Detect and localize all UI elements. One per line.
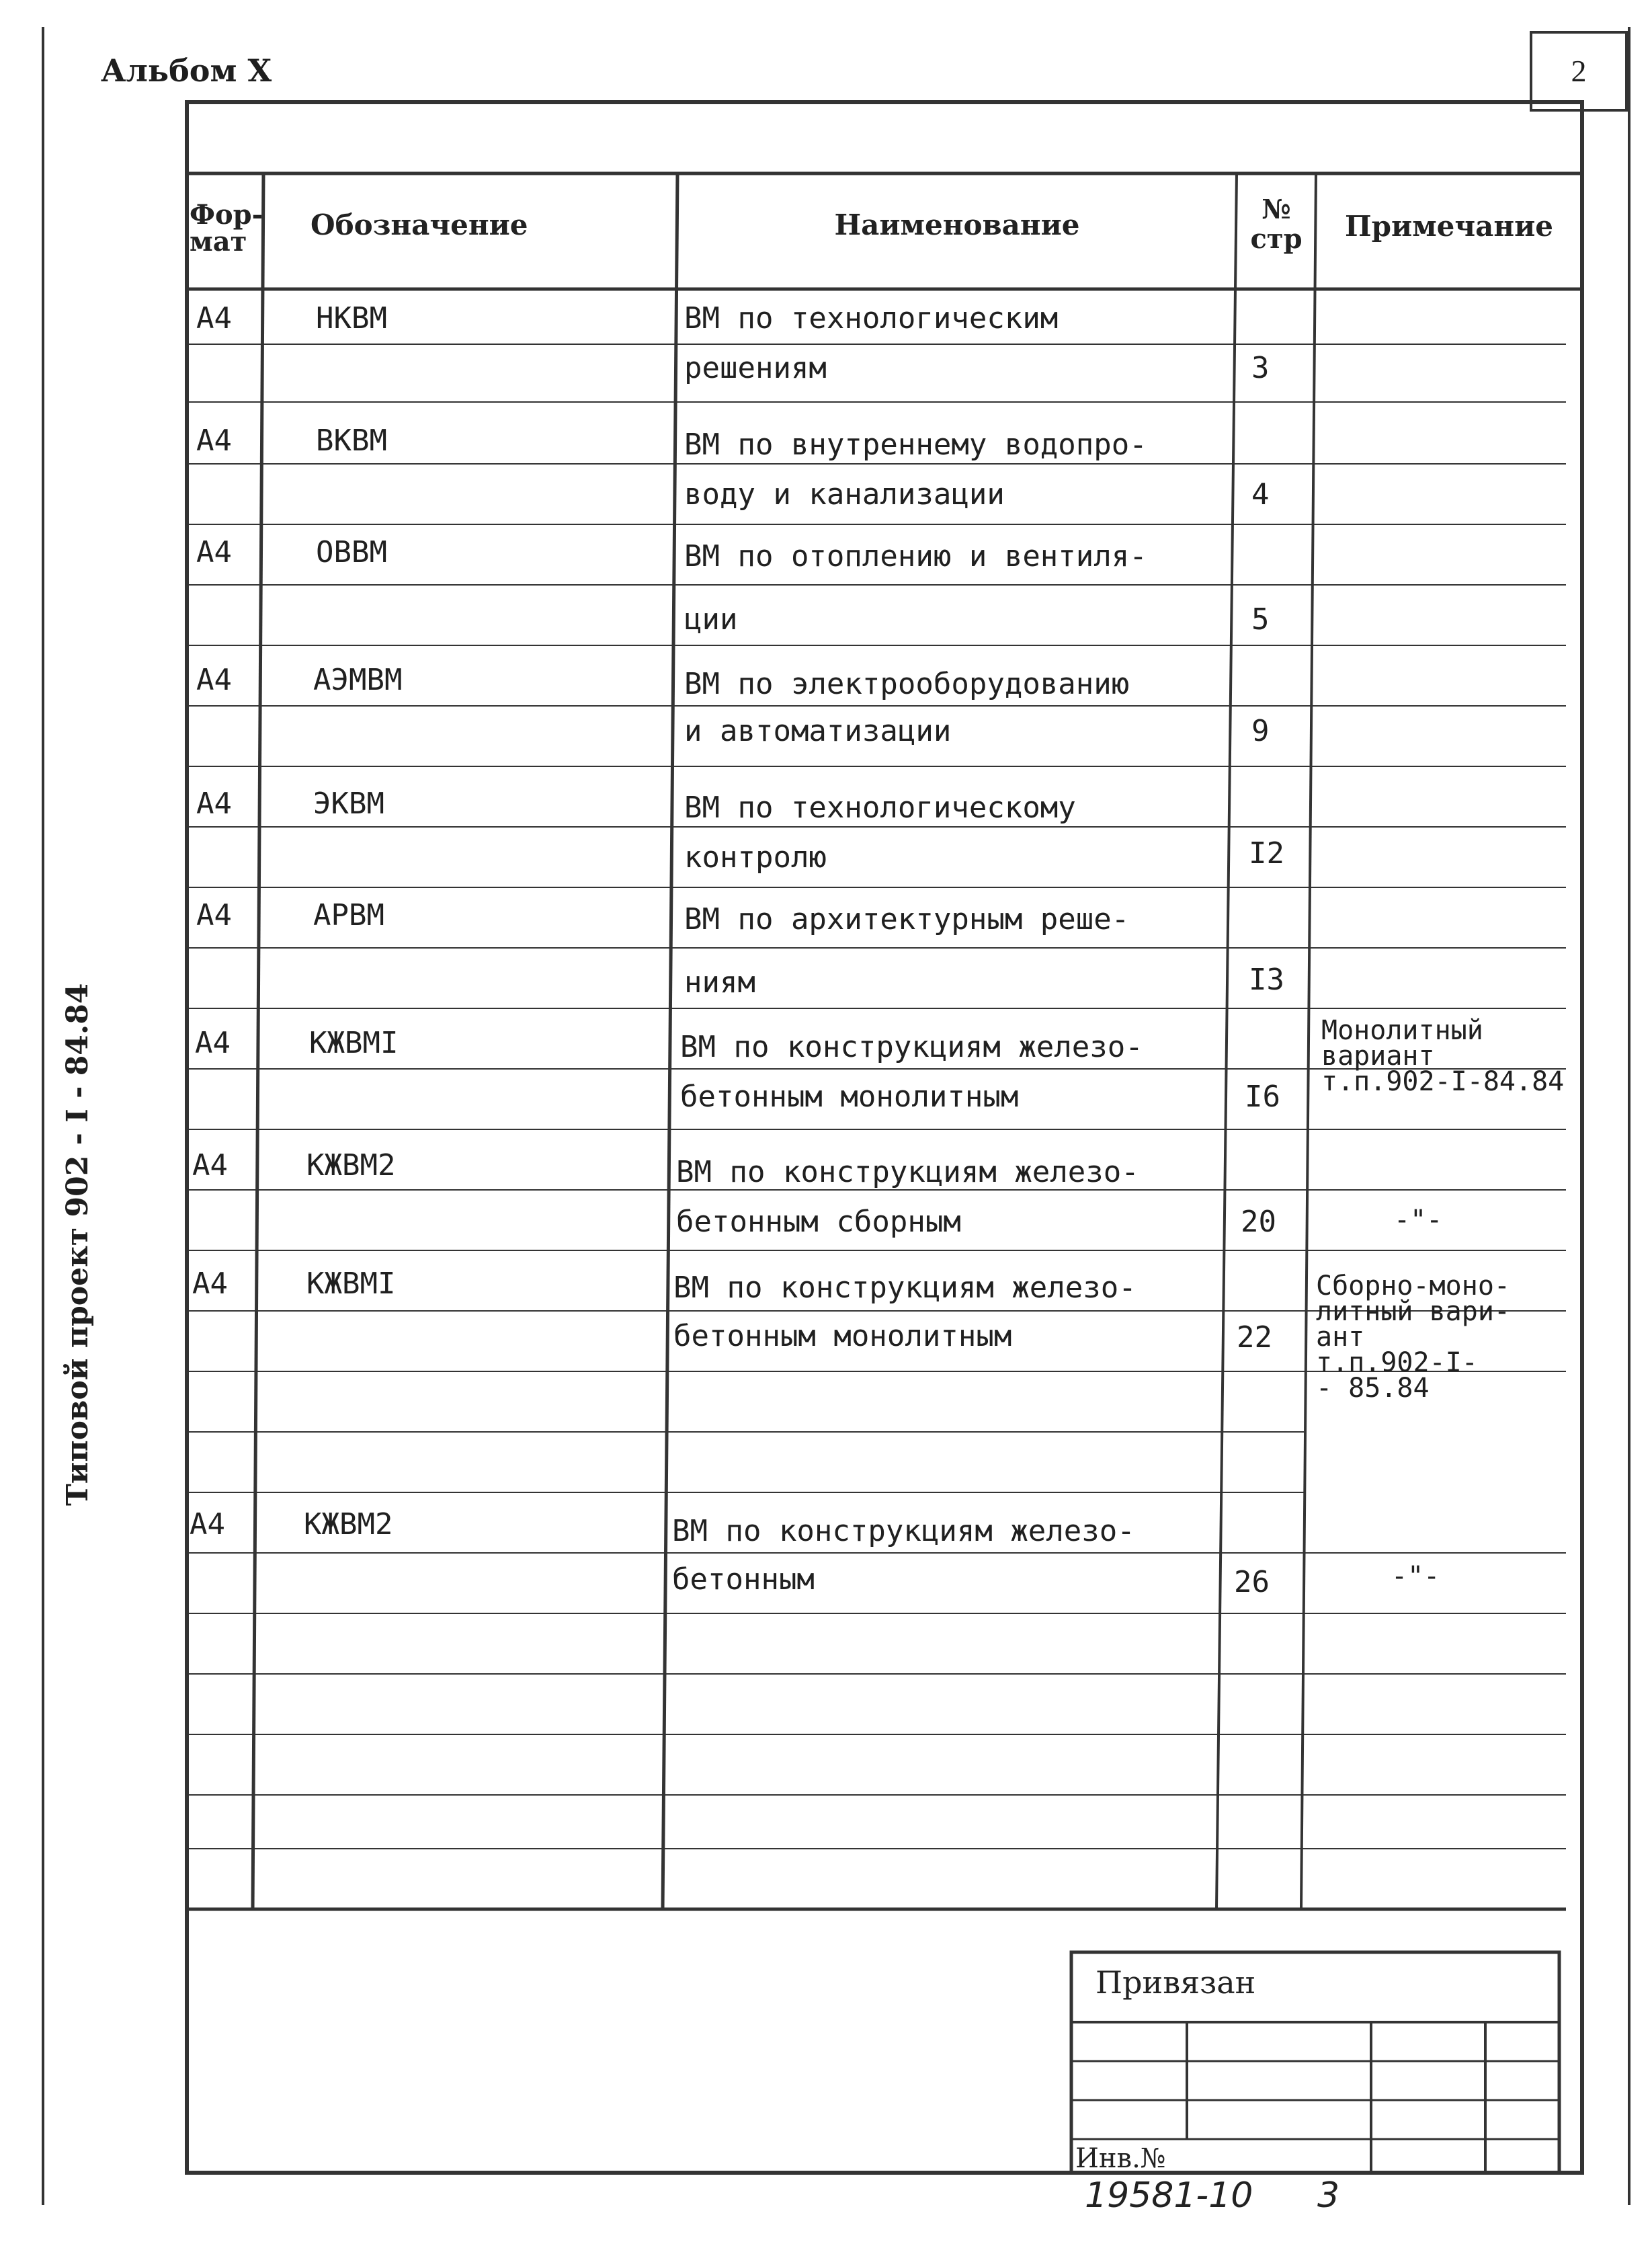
row9-note: Сборно-моно- литный вари- ант т.п.902-I- - 85.84 bbox=[1316, 1271, 1510, 1404]
row9-name-line1: ВМ по конструкциям железо- bbox=[673, 1271, 1137, 1305]
row7-name-line2: бетонным монолитным bbox=[680, 1080, 1019, 1114]
page-number: 2 bbox=[1530, 31, 1628, 112]
row2-format: А4 bbox=[196, 424, 232, 458]
row6-designation: АРВМ bbox=[313, 898, 384, 932]
row4-designation: АЭМВМ bbox=[313, 663, 403, 697]
row7-page: I6 bbox=[1245, 1080, 1280, 1114]
row9-designation: КЖВМI bbox=[306, 1267, 396, 1301]
row7-designation: КЖВМI bbox=[309, 1026, 399, 1060]
stamp-inv-number: 19581-10 bbox=[1085, 2175, 1253, 2216]
row2-designation: ВКВМ bbox=[316, 424, 387, 458]
row5-name-line1: ВМ по технологическому bbox=[684, 791, 1076, 825]
stamp-sheet-mark: 3 bbox=[1317, 2175, 1340, 2216]
row10-format: А4 bbox=[190, 1507, 225, 1541]
row10-designation: КЖВМ2 bbox=[304, 1507, 393, 1541]
row3-format: А4 bbox=[196, 535, 232, 569]
row3-name-line1: ВМ по отоплению и вентиля- bbox=[684, 539, 1147, 573]
row5-name-line2: контролю bbox=[684, 840, 827, 875]
row9-format: А4 bbox=[192, 1267, 228, 1301]
row2-name-line1: ВМ по внутреннему водопро- bbox=[684, 428, 1147, 462]
row9-name-line2: бетонным монолитным bbox=[673, 1319, 1012, 1353]
row10-name-line2: бетонным bbox=[672, 1562, 815, 1597]
row8-page: 20 bbox=[1241, 1205, 1276, 1239]
header-format: Фор- мат bbox=[190, 199, 263, 257]
row1-name-line1: ВМ по технологическим bbox=[684, 301, 1059, 335]
row3-designation: ОВВМ bbox=[316, 535, 387, 569]
header-note: Примечание bbox=[1345, 210, 1553, 243]
row1-format: А4 bbox=[196, 301, 232, 335]
row3-name-line2: ции bbox=[684, 602, 738, 637]
row3-page: 5 bbox=[1251, 602, 1270, 637]
row8-name-line2: бетонным сборным bbox=[676, 1205, 961, 1239]
row1-designation: НКВМ bbox=[316, 301, 387, 335]
row10-note: -"- bbox=[1391, 1561, 1440, 1592]
row6-page: I3 bbox=[1249, 963, 1284, 997]
row8-designation: КЖВМ2 bbox=[306, 1148, 396, 1182]
row7-format: А4 bbox=[195, 1026, 231, 1060]
side-title: Типовой проект 902 - I - 84.84 bbox=[60, 983, 95, 1506]
header-designation: Обозначение bbox=[311, 208, 528, 241]
row1-name-line2: решениям bbox=[684, 351, 827, 385]
row6-format: А4 bbox=[196, 898, 232, 932]
row4-name-line1: ВМ по электрооборудованию bbox=[684, 667, 1130, 701]
row10-name-line1: ВМ по конструкциям железо- bbox=[672, 1514, 1135, 1548]
row5-page: I2 bbox=[1249, 836, 1284, 871]
row9-page: 22 bbox=[1237, 1320, 1272, 1355]
row10-page: 26 bbox=[1234, 1565, 1270, 1599]
row4-name-line2: и автоматизации bbox=[684, 714, 952, 748]
row6-name-line2: ниям bbox=[684, 965, 755, 1000]
row1-page: 3 bbox=[1251, 351, 1270, 385]
row2-page: 4 bbox=[1251, 477, 1270, 512]
stamp-attached-label: Привязан bbox=[1096, 1964, 1256, 2001]
header-name: Наименование bbox=[834, 208, 1080, 241]
album-title: Альбом X bbox=[101, 52, 272, 89]
row4-format: А4 bbox=[196, 663, 232, 697]
row7-note: Монолитный вариант т.п.902-I-84.84 bbox=[1321, 1015, 1565, 1097]
row7-name-line1: ВМ по конструкциям железо- bbox=[680, 1030, 1143, 1064]
row5-format: А4 bbox=[196, 787, 232, 821]
stamp-inv-label: Инв.№ bbox=[1075, 2143, 1166, 2174]
row6-name-line1: ВМ по архитектурным реше- bbox=[684, 902, 1130, 936]
row4-page: 9 bbox=[1251, 714, 1270, 748]
row8-name-line1: ВМ по конструкциям железо- bbox=[676, 1155, 1139, 1189]
row8-note: -"- bbox=[1394, 1205, 1443, 1236]
header-page: № стр bbox=[1250, 194, 1303, 255]
row2-name-line2: воду и канализации bbox=[684, 477, 1005, 512]
row8-format: А4 bbox=[192, 1148, 228, 1182]
row5-designation: ЭКВМ bbox=[313, 787, 384, 821]
